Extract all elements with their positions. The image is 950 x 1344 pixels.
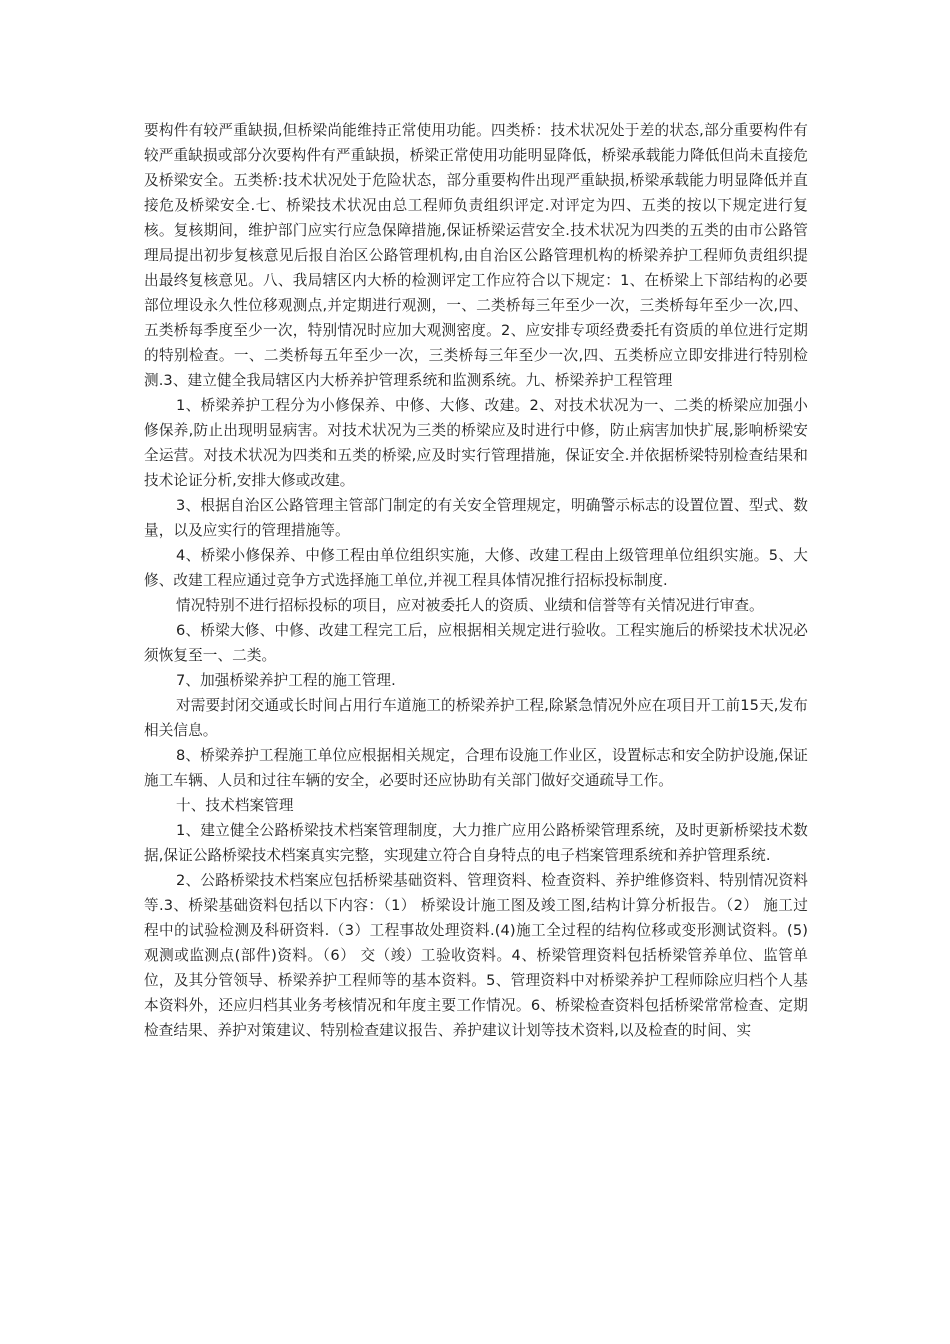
- section-heading-archive-management: 十、技术档案管理: [176, 797, 294, 814]
- paragraph-maintenance-item-7: 7、加强桥梁养护工程的施工管理.: [176, 672, 396, 689]
- paragraph-maintenance-item-4-5: 4、桥梁小修保养、中修工程由单位组织实施，大修、改建工程由上级管理单位组织实施。5、大修、改建工程应通过竞争方式选择施工单位,并视工程具体情况推行招标投标制度.: [144, 547, 808, 589]
- paragraph-maintenance-item-1-2: 1、桥梁养护工程分为小修保养、中修、大修、改建。2、对技术状况为一、二类的桥梁应加强小修保养,防止出现明显病害。对技术状况为三类的桥梁应及时进行中修，防止病害加快扩展,影响桥梁安全运营。对技术状况为四类和五类的桥梁,应及时实行管理措施，保证安全.并依据桥梁特别检查结果和技术论证分析,安排大修或改建。: [144, 397, 808, 489]
- paragraph-maintenance-item-6: 6、桥梁大修、中修、改建工程完工后，应根据相关规定进行验收。工程实施后的桥梁技术状况必须恢复至一、二类。: [144, 622, 808, 664]
- paragraph-traffic-notice: 对需要封闭交通或长时间占用行车道施工的桥梁养护工程,除紧急情况外应在项目开工前15天,发布相关信息。: [144, 697, 808, 739]
- paragraph-bidding-exception: 情况特别不进行招标投标的项目，应对被委托人的资质、业绩和信誉等有关情况进行审查。: [176, 597, 764, 614]
- paragraph-maintenance-item-8: 8、桥梁养护工程施工单位应根据相关规定，合理布设施工作业区，设置标志和安全防护设施,保证施工车辆、人员和过往车辆的安全，必要时还应协助有关部门做好交通疏导工作。: [144, 747, 808, 789]
- paragraph-archive-item-2-6: 2、公路桥梁技术档案应包括桥梁基础资料、管理资料、检查资料、养护维修资料、特别情况资料等.3、桥梁基础资料包括以下内容：（1） 桥梁设计施工图及竣工图,结构计算分析报告。（2） 施工过程中的试验检测及科研资料.（3）工程事故处理资料.(4)施工全过程的结构位移或变形测试资料。(5) 观测或监测点(部件)资料。（6） 交（竣）工验收资料。4、桥梁管理资料包括桥梁管养单位、监管单位，及其分管领导、桥梁养护工程师等的基本资料。5、管理资料中对桥梁养护工程师除应归档个人基本资料外，还应归档其业务考核情况和年度主要工作情况。6、桥梁检查资料包括桥梁常常检查、定期检查结果、养护对策建议、特别检查建议报告、养护建议计划等技术资料,以及检查的时间、实: [144, 872, 808, 1039]
- paragraph-maintenance-item-3: 3、根据自治区公路管理主管部门制定的有关安全管理规定，明确警示标志的设置位置、型式、数量，以及应实行的管理措施等。: [144, 497, 808, 539]
- document-body: [144, 118, 808, 1043]
- paragraph-archive-item-1: 1、建立健全公路桥梁技术档案管理制度，大力推广应用公路桥梁管理系统，及时更新桥梁技术数据,保证公路桥梁技术档案真实完整，实现建立符合自身特点的电子档案管理系统和养护管理系统.: [144, 822, 808, 864]
- paragraph-bridge-classes: 要构件有较严重缺损,但桥梁尚能维持正常使用功能。四类桥：技术状况处于差的状态,部分重要构件有较严重缺损或部分次要构件有严重缺损，桥梁正常使用功能明显降低，桥梁承载能力降低但尚未直接危及桥梁安全。五类桥:技术状况处于危险状态，部分重要构件出现严重缺损,桥梁承载能力明显降低并直接危及桥梁安全.七、桥梁技术状况由总工程师负责组织评定.对评定为四、五类的按以下规定进行复核。复核期间，维护部门应实行应急保障措施,保证桥梁运营安全.技术状况为四类的五类的由市公路管理局提出初步复核意见后报自治区公路管理机构,由自治区公路管理机构的桥梁养护工程师负责组织提出最终复核意见。八、我局辖区内大桥的检测评定工作应符合以下规定：1、在桥梁上下部结构的必要部位埋设永久性位移观测点,并定期进行观测，一、二类桥每三年至少一次，三类桥每年至少一次,四、五类桥每季度至少一次，特别情况时应加大观测密度。2、应安排专项经费委托有资质的单位进行定期的特别检查。一、二类桥每五年至少一次，三类桥每三年至少一次,四、五类桥应立即安排进行特别检测.3、建立健全我局辖区内大桥养护管理系统和监测系统。九、桥梁养护工程管理: [144, 122, 808, 389]
